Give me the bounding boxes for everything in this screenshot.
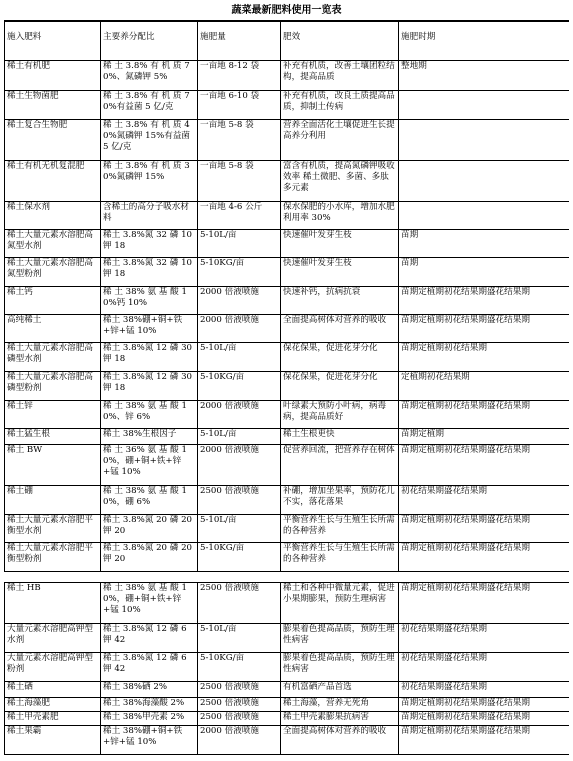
nutrient-ratio-cell: 稀土 3.8%氮 20 磷 20 钾 20: [101, 543, 198, 572]
application-period-cell: [399, 91, 570, 120]
fertilizer-table-continued: [4, 582, 569, 755]
nutrient-ratio-cell: 稀土 38%硼+铜+铁+锌+锰 10%: [101, 726, 198, 755]
table-row: [5, 583, 570, 624]
application-period-cell: 苗期: [399, 230, 570, 258]
fertilizer-name-cell: 大量元素水溶肥高钾型水剂: [5, 624, 101, 653]
application-period-cell: 初花结果期盛花结果期: [399, 653, 570, 682]
application-rate-cell: 一亩地 8-12 袋: [198, 61, 281, 91]
nutrient-ratio-cell: 稀 土 38% 氨 基 酸 10%，硼+铜+铁+锌+锰 10%: [101, 583, 198, 624]
table-row: [5, 287, 570, 315]
application-period-cell: 苗期定植期初花结果期盛花结果期: [399, 712, 570, 726]
application-rate-cell: 5-10L/亩: [198, 515, 281, 543]
application-period-cell: 苗期定植期初花结果期盛花结果期: [399, 698, 570, 712]
application-rate-cell: 5-10L/亩: [198, 343, 281, 372]
application-rate-cell: 5-10KG/亩: [198, 258, 281, 287]
fertilizer-name-cell: 稀土大量元素水溶肥平衡型粉剂: [5, 543, 101, 572]
table-row: [5, 230, 570, 258]
fertilizer-table: [4, 21, 569, 572]
nutrient-ratio-cell: 稀 土 3.8% 有 机 质 40%氮磷钾 15%有益菌 5 亿/克: [101, 120, 198, 161]
application-period-cell: 苗期定植期初花结果期: [399, 343, 570, 372]
effect-cell: 快速催叶发芽生枝: [281, 258, 399, 287]
table-row: [5, 61, 570, 91]
fertilizer-name-cell: 稀土大量元素水溶肥高磷型粉剂: [5, 372, 101, 401]
application-rate-cell: 一亩地 4-6 公斤: [198, 202, 281, 230]
fertilizer-name-cell: 稀土海藻肥: [5, 698, 101, 712]
table-row: [5, 429, 570, 445]
application-period-cell: 苗期: [399, 258, 570, 287]
fertilizer-name-cell: 稀土甲壳素肥: [5, 712, 101, 726]
fertilizer-name-cell: 稀土大量元素水溶肥高氮型粉剂: [5, 258, 101, 287]
nutrient-ratio-cell: 稀土 3.8%氮 12 磷 6 钾 42: [101, 624, 198, 653]
application-rate-cell: 一亩地 6-10 袋: [198, 91, 281, 120]
fertilizer-name-cell: 稀土复合生物肥: [5, 120, 101, 161]
application-rate-cell: 一亩地 5-8 袋: [198, 120, 281, 161]
application-period-cell: 初花结果期盛花结果期: [399, 682, 570, 698]
application-rate-cell: 2500 倍液喷施: [198, 486, 281, 515]
fertilizer-name-cell: 高纯稀土: [5, 315, 101, 343]
application-rate-cell: 5-10KG/亩: [198, 543, 281, 572]
effect-cell: 全面提高树体对营养的吸收: [281, 315, 399, 343]
fertilizer-name-cell: 稀土猛生根: [5, 429, 101, 445]
effect-cell: 补充有机质，改善土壤团粒结构，提高品质: [281, 61, 399, 91]
table-row: [5, 515, 570, 543]
document-page: [4, 2, 569, 759]
nutrient-ratio-cell: 稀土 38%生根因子: [101, 429, 198, 445]
effect-cell: 稀土和各种中微量元素，促进小果期膨果，预防生理病害: [281, 583, 399, 624]
effect-cell: 促营养回流，把营养存在树体: [281, 445, 399, 486]
table-row: [5, 343, 570, 372]
nutrient-ratio-cell: 含稀土的高分子吸水材料: [101, 202, 198, 230]
application-rate-cell: 2500 倍液喷施: [198, 698, 281, 712]
table-row: [5, 682, 570, 698]
table-row: [5, 543, 570, 572]
fertilizer-name-cell: 稀土 BW: [5, 445, 101, 486]
effect-cell: 保水保肥的小水库，增加水肥利用率 30%: [281, 202, 399, 230]
effect-cell: 快速催叶发芽生枝: [281, 230, 399, 258]
application-rate-cell: 一亩地 5-8 袋: [198, 161, 281, 202]
nutrient-ratio-cell: 稀土 3.8%氮 12 磷 30 钾 18: [101, 343, 198, 372]
application-rate-cell: 5-10L/亩: [198, 429, 281, 445]
table-row: [5, 486, 570, 515]
application-rate-cell: 5-10KG/亩: [198, 372, 281, 401]
effect-cell: 全面提高树体对营养的吸收: [281, 726, 399, 755]
application-period-cell: 苗期定植期初花结果期盛花结果期: [399, 445, 570, 486]
application-period-cell: 苗期定植期初花结果期盛花结果期: [399, 287, 570, 315]
application-rate-cell: 5-10L/亩: [198, 230, 281, 258]
application-period-cell: 苗期定植期初花结果期盛花结果期: [399, 726, 570, 755]
fertilizer-name-cell: 稀土大量元素水溶肥平衡型水剂: [5, 515, 101, 543]
fertilizer-name-cell: 稀土 HB: [5, 583, 101, 624]
nutrient-ratio-cell: 稀土 38%海藻酸 2%: [101, 698, 198, 712]
table-row: [5, 91, 570, 120]
column-header: 施肥量: [198, 22, 281, 61]
application-rate-cell: 2500 倍液喷施: [198, 583, 281, 624]
nutrient-ratio-cell: 稀土 38%甲壳素 2%: [101, 712, 198, 726]
table-row: [5, 372, 570, 401]
effect-cell: 稀土海藻，营养无死角: [281, 698, 399, 712]
nutrient-ratio-cell: 稀 土 38% 氨 基 酸 10%钙 10%: [101, 287, 198, 315]
fertilizer-name-cell: 稀土硼: [5, 486, 101, 515]
fertilizer-name-cell: 大量元素水溶肥高钾型粉剂: [5, 653, 101, 682]
fertilizer-name-cell: 稀土大量元素水溶肥高氮型水剂: [5, 230, 101, 258]
application-period-cell: 苗期定植期初花结果期盛花结果期: [399, 401, 570, 429]
column-header: 主要养分配比: [101, 22, 198, 61]
nutrient-ratio-cell: 稀土 3.8%氮 12 磷 30 钾 18: [101, 372, 198, 401]
nutrient-ratio-cell: 稀 土 38% 氨 基 酸 10%、锌 6%: [101, 401, 198, 429]
application-rate-cell: 5-10KG/亩: [198, 653, 281, 682]
table-row: [5, 315, 570, 343]
fertilizer-name-cell: 稀土锌: [5, 401, 101, 429]
effect-cell: 保花保果，促进花芽分化: [281, 343, 399, 372]
application-rate-cell: 2000 倍液喷施: [198, 445, 281, 486]
application-period-cell: [399, 161, 570, 202]
table-row: [5, 120, 570, 161]
effect-cell: 快速补钙，抗病抗衰: [281, 287, 399, 315]
application-rate-cell: 2000 倍液喷施: [198, 315, 281, 343]
application-period-cell: 整地期: [399, 61, 570, 91]
application-period-cell: 苗期定植期初花结果期盛花结果期: [399, 515, 570, 543]
table-row: [5, 698, 570, 712]
effect-cell: 稀土生根更快: [281, 429, 399, 445]
fertilizer-name-cell: 稀土有机无机复混肥: [5, 161, 101, 202]
table-row: [5, 653, 570, 682]
fertilizer-name-cell: 稀土果霸: [5, 726, 101, 755]
table-row: [5, 258, 570, 287]
application-period-cell: [399, 202, 570, 230]
nutrient-ratio-cell: 稀土 3.8%氮 32 磷 10 钾 18: [101, 258, 198, 287]
nutrient-ratio-cell: 稀土 38%硒 2%: [101, 682, 198, 698]
table-row: [5, 712, 570, 726]
effect-cell: 补硼，增加坐果率，预防花儿不实，落花落果: [281, 486, 399, 515]
application-rate-cell: 2500 倍液喷施: [198, 712, 281, 726]
application-period-cell: 定植期初花结果期: [399, 372, 570, 401]
nutrient-ratio-cell: 稀土 3.8%氮 32 磷 10 钾 18: [101, 230, 198, 258]
effect-cell: 膨果着色提高品质，预防生理性病害: [281, 653, 399, 682]
effect-cell: 有机富硒产品首选: [281, 682, 399, 698]
nutrient-ratio-cell: 稀 土 3.8% 有 机 质 70%、氮磷钾 5%: [101, 61, 198, 91]
application-period-cell: 苗期定植期初花结果期盛花结果期: [399, 583, 570, 624]
nutrient-ratio-cell: 稀 土 3.8% 有 机 质 30%氮磷钾 15%: [101, 161, 198, 202]
effect-cell: 富含有机质，提高氮磷钾吸收效率 稀土微肥、多菌、多肽多元素: [281, 161, 399, 202]
nutrient-ratio-cell: 稀 土 36% 氨 基 酸 10%，硼+铜+铁+锌+锰 10%: [101, 445, 198, 486]
effect-cell: 叶绿素大预防小叶病，病毒病，提高品质好: [281, 401, 399, 429]
table-row: [5, 202, 570, 230]
table-row: [5, 161, 570, 202]
column-header: 施肥时期: [399, 22, 570, 61]
table-row: [5, 726, 570, 755]
effect-cell: 膨果着色提高品质，预防生理性病害: [281, 624, 399, 653]
application-rate-cell: 2000 倍液喷施: [198, 287, 281, 315]
effect-cell: 保花保果，促进花芽分化: [281, 372, 399, 401]
fertilizer-name-cell: 稀土硒: [5, 682, 101, 698]
table-row: [5, 624, 570, 653]
application-rate-cell: 2500 倍液喷施: [198, 682, 281, 698]
application-rate-cell: 5-10L/亩: [198, 624, 281, 653]
nutrient-ratio-cell: 稀土 3.8%氮 12 磷 6 钾 42: [101, 653, 198, 682]
effect-cell: 补充有机质，改良土质提高品质，抑制土传病: [281, 91, 399, 120]
document-title: 蔬菜最新肥料使用一览表: [4, 2, 569, 21]
fertilizer-name-cell: 稀土钙: [5, 287, 101, 315]
application-period-cell: 初花结果期盛花结果期: [399, 624, 570, 653]
application-period-cell: 苗期定植期: [399, 429, 570, 445]
application-period-cell: 苗期定植期初花结果期盛花结果期: [399, 543, 570, 572]
nutrient-ratio-cell: 稀土 3.8%氮 20 磷 20 钾 20: [101, 515, 198, 543]
application-rate-cell: 2000 倍液喷施: [198, 401, 281, 429]
nutrient-ratio-cell: 稀 土 3.8% 有 机 质 70%有益菌 5 亿/克: [101, 91, 198, 120]
effect-cell: 营养全面活化土壤促进生长提高养分利用: [281, 120, 399, 161]
application-period-cell: [399, 120, 570, 161]
effect-cell: 稀土甲壳素膨果抗病害: [281, 712, 399, 726]
table-row: [5, 445, 570, 486]
fertilizer-name-cell: 稀土大量元素水溶肥高磷型水剂: [5, 343, 101, 372]
nutrient-ratio-cell: 稀 土 38% 氨 基 酸 10%，硼 6%: [101, 486, 198, 515]
application-period-cell: 初花结果期盛花结果期: [399, 486, 570, 515]
fertilizer-name-cell: 稀土生物菌肥: [5, 91, 101, 120]
table-row: [5, 401, 570, 429]
column-header: 肥效: [281, 22, 399, 61]
fertilizer-name-cell: 稀土有机肥: [5, 61, 101, 91]
application-period-cell: 苗期定植期初花结果期盛花结果期: [399, 315, 570, 343]
column-header: 施入肥料: [5, 22, 101, 61]
effect-cell: 平衡营养生长与生殖生长所需的各种营养: [281, 543, 399, 572]
nutrient-ratio-cell: 稀土 38%硼+铜+铁+锌+锰 10%: [101, 315, 198, 343]
application-rate-cell: 2000 倍液喷施: [198, 726, 281, 755]
table-header-row: [5, 22, 570, 61]
table-gap: [4, 572, 569, 582]
effect-cell: 平衡营养生长与生殖生长所需的各种营养: [281, 515, 399, 543]
fertilizer-name-cell: 稀土保水剂: [5, 202, 101, 230]
